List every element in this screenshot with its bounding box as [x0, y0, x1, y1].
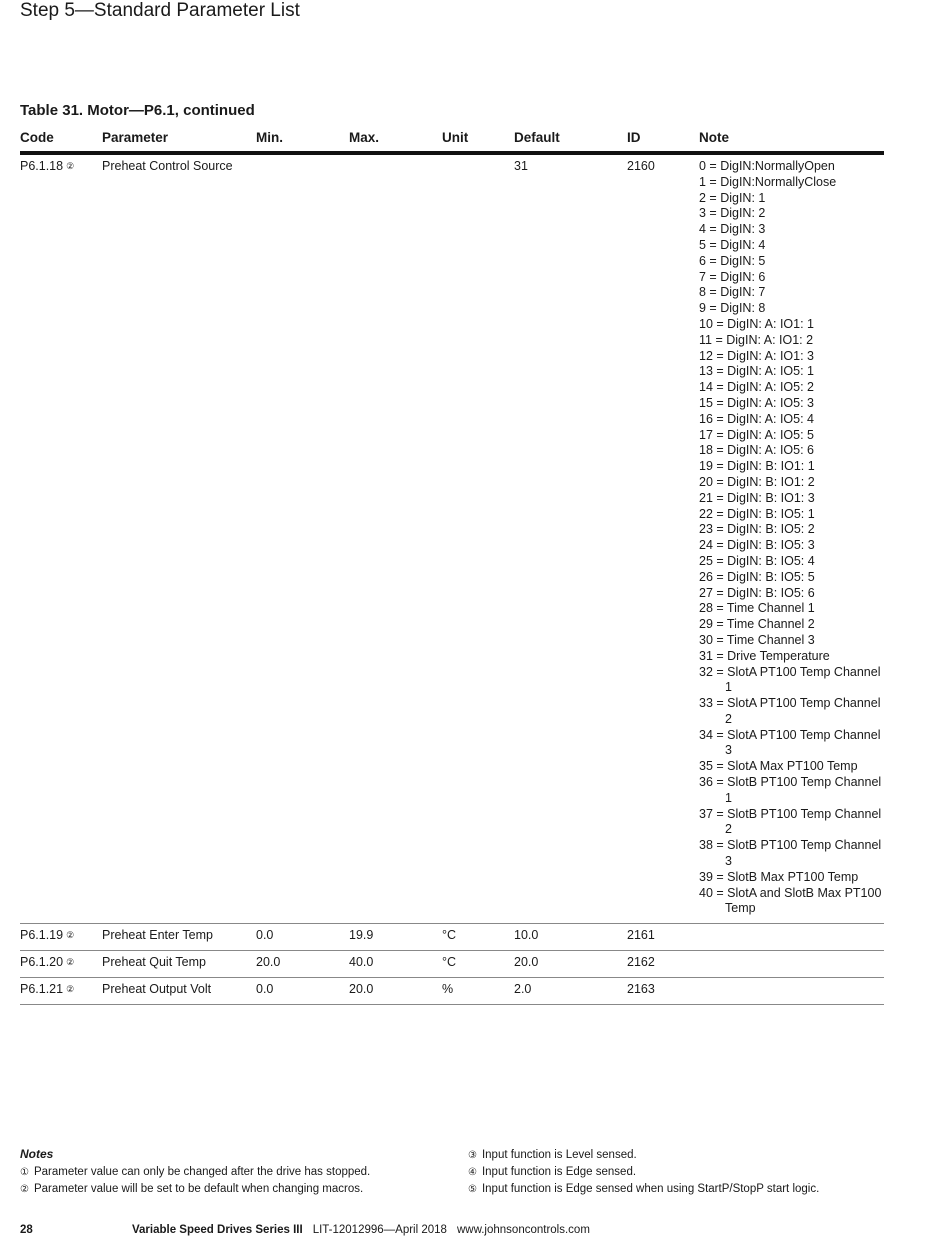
option-item: 21 = DigIN: B: IO1: 3: [699, 490, 815, 505]
cell-max: [349, 924, 442, 951]
option-item: 28 = Time Channel 1: [699, 601, 815, 616]
option-item: 37 = SlotB PT100 Temp Channel 2: [699, 806, 882, 837]
cell-parameter: [102, 951, 256, 978]
table-row: [20, 924, 884, 951]
footer-website: www.johnsoncontrols.com: [456, 1224, 590, 1236]
page-footer: [20, 1224, 590, 1236]
cell-id-text: 2162: [627, 955, 655, 970]
column-header-code: Code: [20, 130, 102, 153]
option-item: 3 = DigIN: 2: [699, 206, 766, 221]
cell-unit: [442, 924, 514, 951]
cell-default: [514, 951, 627, 978]
option-item: 11 = DigIN: A: IO1: 2: [699, 332, 814, 347]
option-item: 26 = DigIN: B: IO5: 5: [699, 569, 815, 584]
table-row: [20, 153, 884, 924]
footer-series: Variable Speed Drives Series III: [132, 1224, 303, 1236]
cell-code: [20, 951, 102, 978]
footnote-ref-marker: ②: [66, 957, 75, 968]
column-header-id: ID: [627, 130, 699, 153]
cell-id-text: 2160: [627, 159, 655, 173]
option-item: 8 = DigIN: 7: [699, 285, 766, 300]
option-item: 19 = DigIN: B: IO1: 1: [699, 459, 815, 474]
option-item: 14 = DigIN: A: IO5: 2: [699, 380, 814, 395]
page-header: Step 5—Standard Parameter List: [20, 0, 300, 21]
option-item: 1 = DigIN:NormallyClose: [699, 174, 837, 189]
option-item: 36 = SlotB PT100 Temp Channel 1: [699, 775, 882, 805]
cell-unit: [442, 153, 514, 924]
footnote-item: [468, 1147, 819, 1164]
cell-id: [627, 951, 699, 978]
cell-parameter-text: Preheat Control Source: [102, 159, 233, 173]
option-item: 5 = DigIN: 4: [699, 237, 766, 252]
option-item: 32 = SlotA PT100 Temp Channel 1: [699, 664, 881, 695]
cell-default-text: 20.0: [514, 955, 539, 970]
cell-min-text: 20.0: [256, 955, 281, 970]
cell-min-text: 0.0: [256, 928, 274, 943]
cell-parameter: [102, 977, 256, 1004]
cell-max-text: 20.0: [349, 981, 374, 996]
footnote-ref-marker: ②: [66, 930, 75, 941]
cell-min: [256, 924, 349, 951]
option-item: 18 = DigIN: A: IO5: 6: [699, 443, 814, 458]
cell-default-text: 2.0: [514, 981, 532, 996]
footnote-ref-marker: ②: [66, 983, 75, 994]
cell-id-text: 2161: [627, 928, 655, 943]
column-header-parameter: Parameter: [102, 130, 256, 153]
option-item: 7 = DigIN: 6: [699, 269, 766, 284]
option-item: 35 = SlotA Max PT100 Temp: [699, 759, 858, 774]
cell-default-text: 10.0: [514, 928, 539, 943]
option-item: 34 = SlotA PT100 Temp Channel 3: [699, 727, 881, 758]
footer-doc-id: LIT-12012996—April 2018: [312, 1224, 447, 1236]
option-item: 20 = DigIN: B: IO1: 2: [699, 474, 815, 489]
option-item: 4 = DigIN: 3: [699, 222, 766, 237]
cell-note: [699, 977, 884, 1004]
cell-min-text: 0.0: [256, 981, 274, 996]
option-list: [699, 159, 884, 917]
option-item: 13 = DigIN: A: IO5: 1: [699, 364, 814, 379]
cell-unit-text: °C: [442, 928, 457, 943]
table-title: Table 31. Motor—P6.1, continued: [20, 102, 255, 119]
footnote-marker: ⑤: [468, 1184, 477, 1195]
cell-default: [514, 924, 627, 951]
footnote-item: [468, 1164, 819, 1181]
cell-default: [514, 977, 627, 1004]
footnote-text: Parameter value will be set to be default when changing macros.: [33, 1183, 364, 1195]
option-item: 30 = Time Channel 3: [699, 632, 815, 647]
cell-parameter: [102, 153, 256, 924]
table-header-row: [20, 130, 884, 153]
footnote-text: Parameter value can only be changed after the drive has stopped.: [33, 1166, 371, 1178]
cell-note: [699, 924, 884, 951]
column-header-min: Min.: [256, 130, 349, 153]
option-item: 25 = DigIN: B: IO5: 4: [699, 553, 815, 568]
cell-default: [514, 153, 627, 924]
option-item: 27 = DigIN: B: IO5: 6: [699, 585, 815, 600]
option-item: 31 = Drive Temperature: [699, 648, 830, 663]
parameter-table: [20, 130, 884, 1005]
footnotes-title: Notes: [20, 1147, 54, 1161]
option-item: 12 = DigIN: A: IO1: 3: [699, 348, 814, 363]
footnotes: [20, 1147, 900, 1195]
cell-max: [349, 951, 442, 978]
cell-code-text: P6.1.19: [20, 928, 64, 943]
option-item: 10 = DigIN: A: IO1: 1: [699, 316, 814, 331]
table-row: [20, 951, 884, 978]
cell-unit: [442, 951, 514, 978]
option-item: 16 = DigIN: A: IO5: 4: [699, 411, 814, 426]
cell-code-text: P6.1.21: [20, 981, 64, 996]
column-header-max: Max.: [349, 130, 442, 153]
cell-min: [256, 977, 349, 1004]
option-item: 0 = DigIN:NormallyOpen: [699, 159, 835, 173]
footnote-item: [20, 1164, 370, 1181]
page-number: 28: [20, 1224, 33, 1236]
cell-code-text: P6.1.20: [20, 955, 64, 970]
cell-min: [256, 951, 349, 978]
column-header-default: Default: [514, 130, 627, 153]
option-item: 39 = SlotB Max PT100 Temp: [699, 869, 859, 884]
cell-code: [20, 153, 102, 924]
column-header-unit: Unit: [442, 130, 514, 153]
cell-id: [627, 153, 699, 924]
cell-max: [349, 153, 442, 924]
cell-code-text: P6.1.18: [20, 159, 64, 173]
option-item: 15 = DigIN: A: IO5: 3: [699, 395, 814, 410]
cell-unit: [442, 977, 514, 1004]
option-item: 33 = SlotA PT100 Temp Channel 2: [699, 696, 881, 726]
footnote-text: Input function is Level sensed.: [481, 1149, 637, 1161]
footnote-text: Input function is Edge sensed.: [481, 1166, 637, 1178]
cell-code: [20, 977, 102, 1004]
footnote-marker: ①: [20, 1167, 29, 1178]
footnote-marker: ④: [468, 1167, 477, 1178]
footnote-item: [20, 1181, 370, 1198]
column-header-note: Note: [699, 130, 884, 153]
cell-max: [349, 977, 442, 1004]
option-item: 6 = DigIN: 5: [699, 253, 766, 268]
cell-parameter-text: Preheat Output Volt: [102, 981, 212, 996]
option-item: 23 = DigIN: B: IO5: 2: [699, 522, 815, 537]
option-item: 17 = DigIN: A: IO5: 5: [699, 427, 814, 442]
cell-max-text: 40.0: [349, 955, 374, 970]
option-item: 38 = SlotB PT100 Temp Channel 3: [699, 838, 882, 869]
cell-id: [627, 924, 699, 951]
cell-id-text: 2163: [627, 981, 655, 996]
option-item: 2 = DigIN: 1: [699, 190, 766, 205]
option-item: 9 = DigIN: 8: [699, 301, 766, 316]
cell-note: [699, 153, 884, 924]
cell-parameter-text: Preheat Enter Temp: [102, 928, 213, 943]
cell-unit-text: %: [442, 981, 454, 996]
cell-parameter: [102, 924, 256, 951]
footnote-text: Input function is Edge sensed when using StartP/StopP start logic.: [481, 1183, 820, 1195]
option-item: 29 = Time Channel 2: [699, 617, 815, 632]
option-item: 24 = DigIN: B: IO5: 3: [699, 538, 815, 553]
cell-code: [20, 924, 102, 951]
cell-max-text: 19.9: [349, 928, 374, 943]
footnote-ref-marker: ②: [66, 161, 75, 171]
footnote-marker: ②: [20, 1184, 29, 1195]
table-row: [20, 977, 884, 1004]
cell-note: [699, 951, 884, 978]
cell-default-text: 31: [514, 159, 528, 173]
cell-min: [256, 153, 349, 924]
option-item: 22 = DigIN: B: IO5: 1: [699, 506, 815, 521]
footnotes-right: [468, 1147, 819, 1198]
cell-unit-text: °C: [442, 955, 457, 970]
option-item: 40 = SlotA and SlotB Max PT100 Temp: [699, 885, 882, 916]
footnote-item: [468, 1181, 819, 1198]
footnote-marker: ③: [468, 1150, 477, 1161]
cell-parameter-text: Preheat Quit Temp: [102, 955, 206, 970]
cell-id: [627, 977, 699, 1004]
footnotes-left: [20, 1164, 370, 1198]
